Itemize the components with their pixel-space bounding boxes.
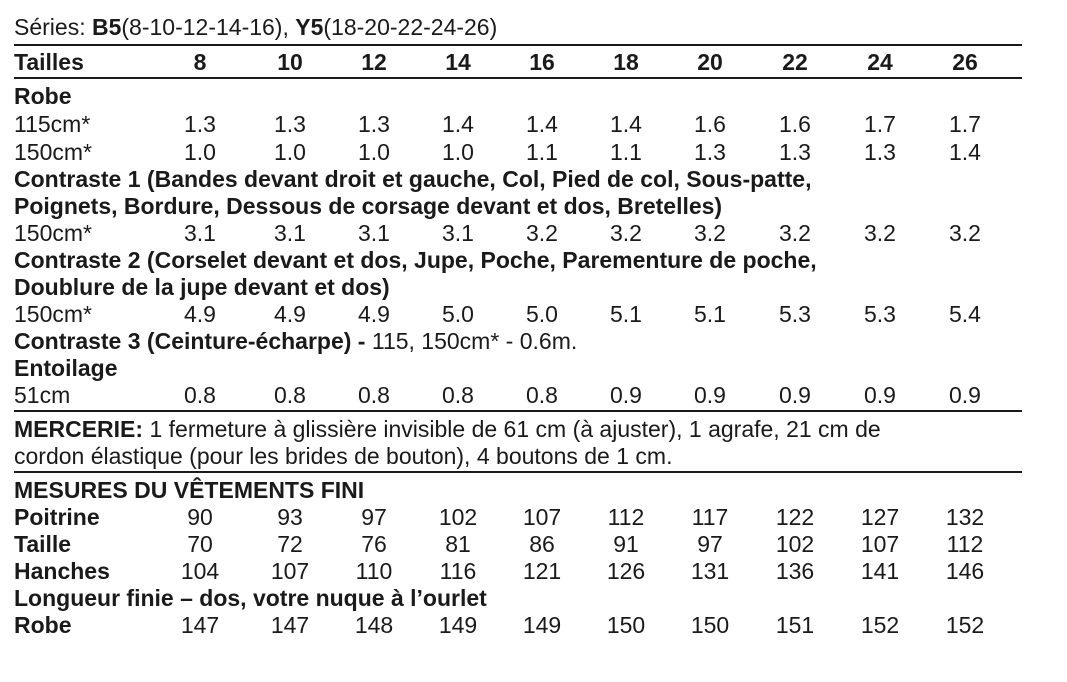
robe-115-label: 115cm*	[14, 111, 91, 137]
sizes-row-cell: 24	[867, 49, 893, 75]
contraste3-detail: 115, 150cm* - 0.6m.	[365, 328, 578, 354]
robe-length-label: Robe	[14, 612, 72, 638]
hanches-row-cell: 110	[355, 558, 393, 584]
poitrine-row-cell: 90	[187, 504, 213, 530]
hanches-row-cell: 126	[606, 558, 646, 584]
robe-length-row-cell: 149	[438, 612, 478, 638]
robe-115-row-cell: 1.4	[526, 111, 558, 137]
contraste1-row-cell: 3.1	[184, 220, 216, 246]
mercerie-heading: MERCERIE:	[14, 416, 144, 442]
entoilage-row-cell: 0.8	[526, 382, 558, 408]
hanches-row-cell: 121	[522, 558, 562, 584]
contraste2-label: 150cm*	[14, 301, 92, 327]
sizes-row-cell: 20	[697, 49, 723, 75]
sizes-row-cell: 22	[782, 49, 808, 75]
sizes-row-cell: 10	[277, 49, 303, 75]
taille-row-cell: 107	[860, 531, 900, 557]
entoilage-row-cell: 0.8	[358, 382, 390, 408]
sizes-row-cell: 18	[613, 49, 639, 75]
entoilage-row-cell: 0.8	[274, 382, 306, 408]
sizes-row-cell: 12	[361, 49, 387, 75]
sizes-row-cell: 16	[529, 49, 555, 75]
contraste1-row-cell: 3.2	[694, 220, 726, 246]
sizes-label: Tailles	[14, 49, 84, 75]
poitrine-row-cell: 132	[945, 504, 985, 530]
contraste1-row-cell: 3.2	[864, 220, 896, 246]
series-prefix: Séries:	[14, 14, 92, 40]
contraste2-row-cell: 5.0	[526, 301, 558, 327]
series-b5-code: B5	[91, 14, 122, 40]
taille-row-cell: 91	[613, 531, 639, 557]
sizes-row-cell: 14	[445, 49, 471, 75]
hanches-row-cell: 107	[270, 558, 310, 584]
poitrine-row-cell: 122	[775, 504, 815, 530]
contraste1-row-cell: 3.2	[610, 220, 642, 246]
hanches-row-cell: 131	[690, 558, 730, 584]
robe-150-row-cell: 1.1	[526, 139, 558, 165]
contraste2-heading-line2: Doublure de la jupe devant et dos)	[14, 274, 390, 300]
contraste1-row-cell: 3.1	[274, 220, 306, 246]
robe-length-row-cell: 150	[606, 612, 646, 638]
robe-115-row-cell: 1.7	[864, 111, 896, 137]
robe-115-row-cell: 1.6	[779, 111, 811, 137]
entoilage-row-cell: 0.9	[610, 382, 642, 408]
hanches-label: Hanches	[14, 558, 110, 584]
entoilage-row-cell: 0.9	[694, 382, 726, 408]
robe-length-row-cell: 147	[180, 612, 220, 638]
robe-115-row-cell: 1.3	[274, 111, 306, 137]
contraste2-row-cell: 5.1	[694, 301, 726, 327]
contraste1-row-cell: 3.1	[442, 220, 474, 246]
contraste1-row-cell: 3.2	[779, 220, 811, 246]
entoilage-heading: Entoilage	[14, 355, 118, 381]
contraste2-row-cell: 4.9	[274, 301, 306, 327]
taille-row-cell: 112	[946, 531, 984, 557]
taille-row-cell: 72	[277, 531, 303, 557]
hanches-row-cell: 146	[945, 558, 985, 584]
robe-150-row-cell: 1.0	[442, 139, 474, 165]
robe-150-row-cell: 1.4	[949, 139, 981, 165]
entoilage-row-cell: 0.8	[184, 382, 216, 408]
series-y5-code: Y5	[295, 14, 324, 40]
robe-150-row-cell: 1.0	[358, 139, 390, 165]
robe-150-row-cell: 1.3	[779, 139, 811, 165]
contraste2-row-cell: 5.3	[864, 301, 896, 327]
taille-row-cell: 102	[775, 531, 815, 557]
contraste3-line	[14, 327, 577, 355]
mercerie-text-line2: cordon élastique (pour les brides de bouton), 4 boutons de 1 cm.	[14, 443, 673, 469]
hanches-row-cell: 116	[439, 558, 477, 584]
robe-150-row-cell: 1.0	[274, 139, 306, 165]
robe-115-row-cell: 1.3	[184, 111, 216, 137]
poitrine-row-cell: 107	[522, 504, 562, 530]
robe-150-row-cell: 1.1	[610, 139, 642, 165]
contraste1-heading-line2: Poignets, Bordure, Dessous de corsage devant et dos, Bretelles)	[14, 193, 723, 219]
poitrine-row-cell: 117	[691, 504, 729, 530]
robe-length-row-cell: 151	[775, 612, 815, 638]
contraste2-row-cell: 5.0	[442, 301, 474, 327]
series-y5-sizes: (18-20-22-24-26)	[323, 14, 498, 40]
rule-top	[14, 44, 1022, 46]
contraste1-heading-line1: Contraste 1 (Bandes devant droit et gauche, Col, Pied de col, Sous-patte,	[14, 166, 812, 192]
poitrine-row-cell: 127	[860, 504, 900, 530]
entoilage-row-cell: 0.8	[442, 382, 474, 408]
robe-115-row-cell: 1.4	[442, 111, 474, 137]
rule-sizes	[14, 77, 1022, 79]
taille-row-cell: 76	[361, 531, 387, 557]
contraste2-row-cell: 5.4	[949, 301, 981, 327]
hanches-row-cell: 141	[860, 558, 900, 584]
rule-mercerie	[14, 410, 1022, 412]
taille-row-cell: 86	[529, 531, 555, 557]
robe-115-row-cell: 1.4	[610, 111, 642, 137]
mercerie-text-line1: 1 fermeture à glissière invisible de 61 cm (à ajuster), 1 agrafe, 21 cm de	[143, 416, 881, 442]
rule-mesures	[14, 471, 1022, 473]
sizes-row-cell: 8	[193, 49, 207, 75]
robe-115-row-cell: 1.6	[694, 111, 726, 137]
robe-length-row-cell: 152	[945, 612, 985, 638]
hanches-row-cell: 104	[180, 558, 220, 584]
robe-150-row-cell: 1.3	[864, 139, 896, 165]
mercerie-line1	[14, 415, 881, 443]
contraste2-row-cell: 4.9	[184, 301, 216, 327]
contraste1-row-cell: 3.1	[358, 220, 390, 246]
taille-row-cell: 70	[187, 531, 213, 557]
contraste2-row-cell: 4.9	[358, 301, 390, 327]
robe-115-row-cell: 1.7	[949, 111, 981, 137]
contraste3-heading: Contraste 3 (Ceinture-écharpe) -	[14, 328, 366, 354]
robe-length-row-cell: 152	[860, 612, 900, 638]
robe-150-row-cell: 1.3	[694, 139, 726, 165]
poitrine-row-cell: 93	[277, 504, 303, 530]
mesures-heading: MESURES DU VÊTEMENTS FINI	[14, 477, 365, 503]
robe-length-row-cell: 149	[522, 612, 562, 638]
robe-length-row-cell: 150	[690, 612, 730, 638]
taille-label: Taille	[14, 531, 72, 557]
robe-115-row-cell: 1.3	[358, 111, 390, 137]
contraste1-label: 150cm*	[14, 220, 92, 246]
sizes-row-cell: 26	[952, 49, 978, 75]
series-b5-sizes: (8-10-12-14-16),	[121, 14, 296, 40]
hanches-row-cell: 136	[775, 558, 815, 584]
contraste2-row-cell: 5.3	[779, 301, 811, 327]
robe-length-row-cell: 147	[270, 612, 310, 638]
poitrine-row-cell: 97	[361, 504, 387, 530]
robe-150-label: 150cm*	[14, 139, 92, 165]
poitrine-label: Poitrine	[14, 504, 100, 530]
robe-heading: Robe	[14, 83, 72, 109]
taille-row-cell: 97	[697, 531, 723, 557]
robe-150-row-cell: 1.0	[184, 139, 216, 165]
poitrine-row-cell: 112	[607, 504, 645, 530]
entoilage-row-cell: 0.9	[779, 382, 811, 408]
robe-length-row-cell: 148	[354, 612, 394, 638]
contraste1-row-cell: 3.2	[949, 220, 981, 246]
entoilage-row-cell: 0.9	[949, 382, 981, 408]
contraste2-heading-line1: Contraste 2 (Corselet devant et dos, Jupe, Poche, Parementure de poche,	[14, 247, 817, 273]
contraste1-row-cell: 3.2	[526, 220, 558, 246]
contraste2-row-cell: 5.1	[610, 301, 642, 327]
entoilage-row-cell: 0.9	[864, 382, 896, 408]
poitrine-row-cell: 102	[438, 504, 478, 530]
entoilage-label: 51cm	[14, 382, 71, 408]
longueur-heading: Longueur finie – dos, votre nuque à l’ourlet	[14, 585, 487, 611]
series-line	[14, 13, 497, 41]
taille-row-cell: 81	[445, 531, 471, 557]
